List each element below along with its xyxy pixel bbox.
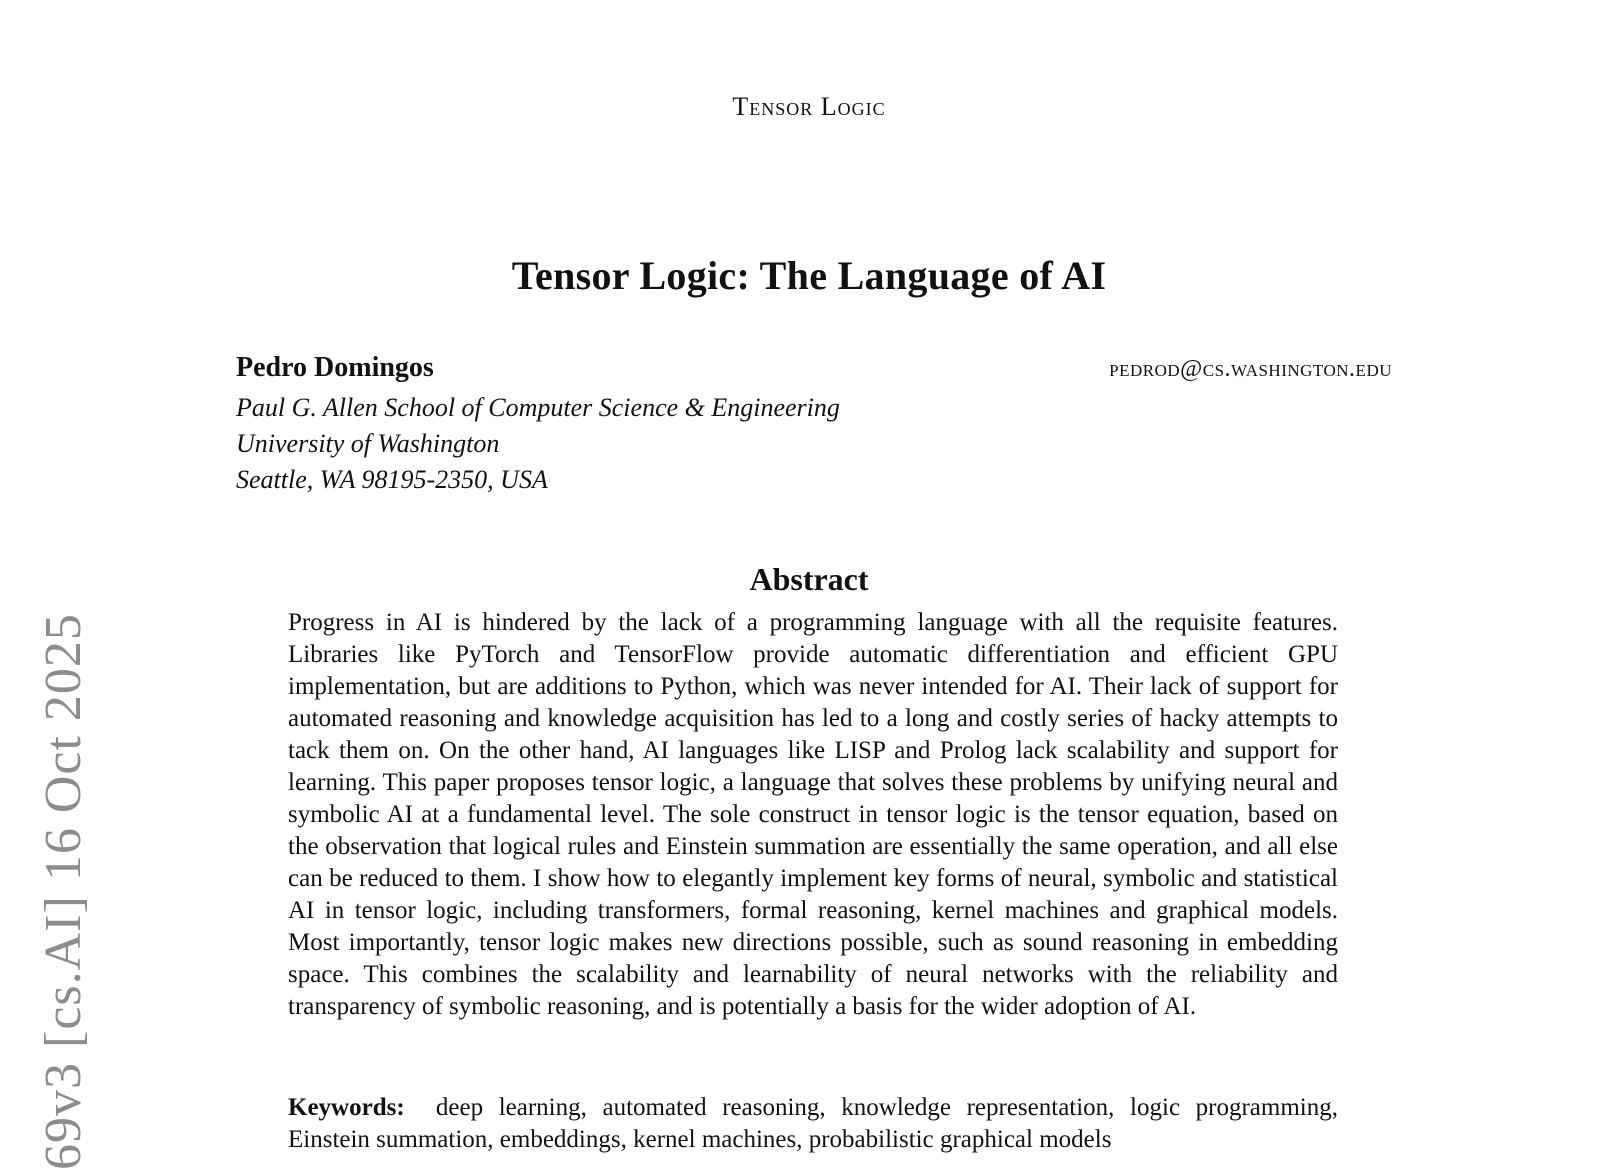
abstract-heading: Abstract bbox=[749, 561, 869, 597]
author-name: Pedro Domingos bbox=[236, 352, 434, 383]
affiliation-line-1: Paul G. Allen School of Computer Science & Engineering bbox=[236, 393, 840, 422]
author-email: pedrod@cs.washington.edu bbox=[1109, 356, 1392, 382]
arxiv-identifier-stamp: 69v3 [cs.AI] 16 Oct 2025 bbox=[35, 613, 92, 1170]
keywords-label: Keywords: bbox=[288, 1094, 405, 1121]
running-header: Tensor Logic bbox=[732, 92, 886, 121]
paper-title: Tensor Logic: The Language of AI bbox=[511, 253, 1107, 298]
affiliation-line-2: University of Washington bbox=[236, 429, 500, 458]
abstract-body: Progress in AI is hindered by the lack of a programming language with all the requisite features. Libraries like PyTorch and TensorFlow provide automatic differentiation and efficient GPU implementation, but are additions to Python, which was never intended for AI. Their lack of support for automated reasoning and knowledge acquisition has led to a long and costly series of hacky attempts to tack them on. On the other hand, AI languages like LISP and Prolog lack scalability and support for learning. This paper proposes tensor logic, a language that solves these problems by unifying neural and symbolic AI at a fundamental level. The sole construct in tensor logic is the tensor equation, based on the observation that logical rules and Einstein summation are essentially the same operation, and all else can be reduced to them. I show how to elegantly implement key forms of neural, symbolic and statistical AI in tensor logic, including transformers, formal reasoning, kernel machines and graphical models. Most importantly, tensor logic makes new directions possible, such as sound reasoning in embedding space. This combines the scalability and learnability of neural networks with the reliability and transparency of symbolic reasoning, and is potentially a basis for the wider adoption of AI. bbox=[288, 609, 1338, 1020]
affiliation-line-3: Seattle, WA 98195-2350, USA bbox=[236, 465, 548, 494]
keywords-list: deep learning, automated reasoning, knowledge representation, logic programming, Einstein summation, embeddings, kernel machines, probabilistic graphical models bbox=[288, 1094, 1338, 1153]
keywords-paragraph bbox=[288, 1092, 1338, 1156]
